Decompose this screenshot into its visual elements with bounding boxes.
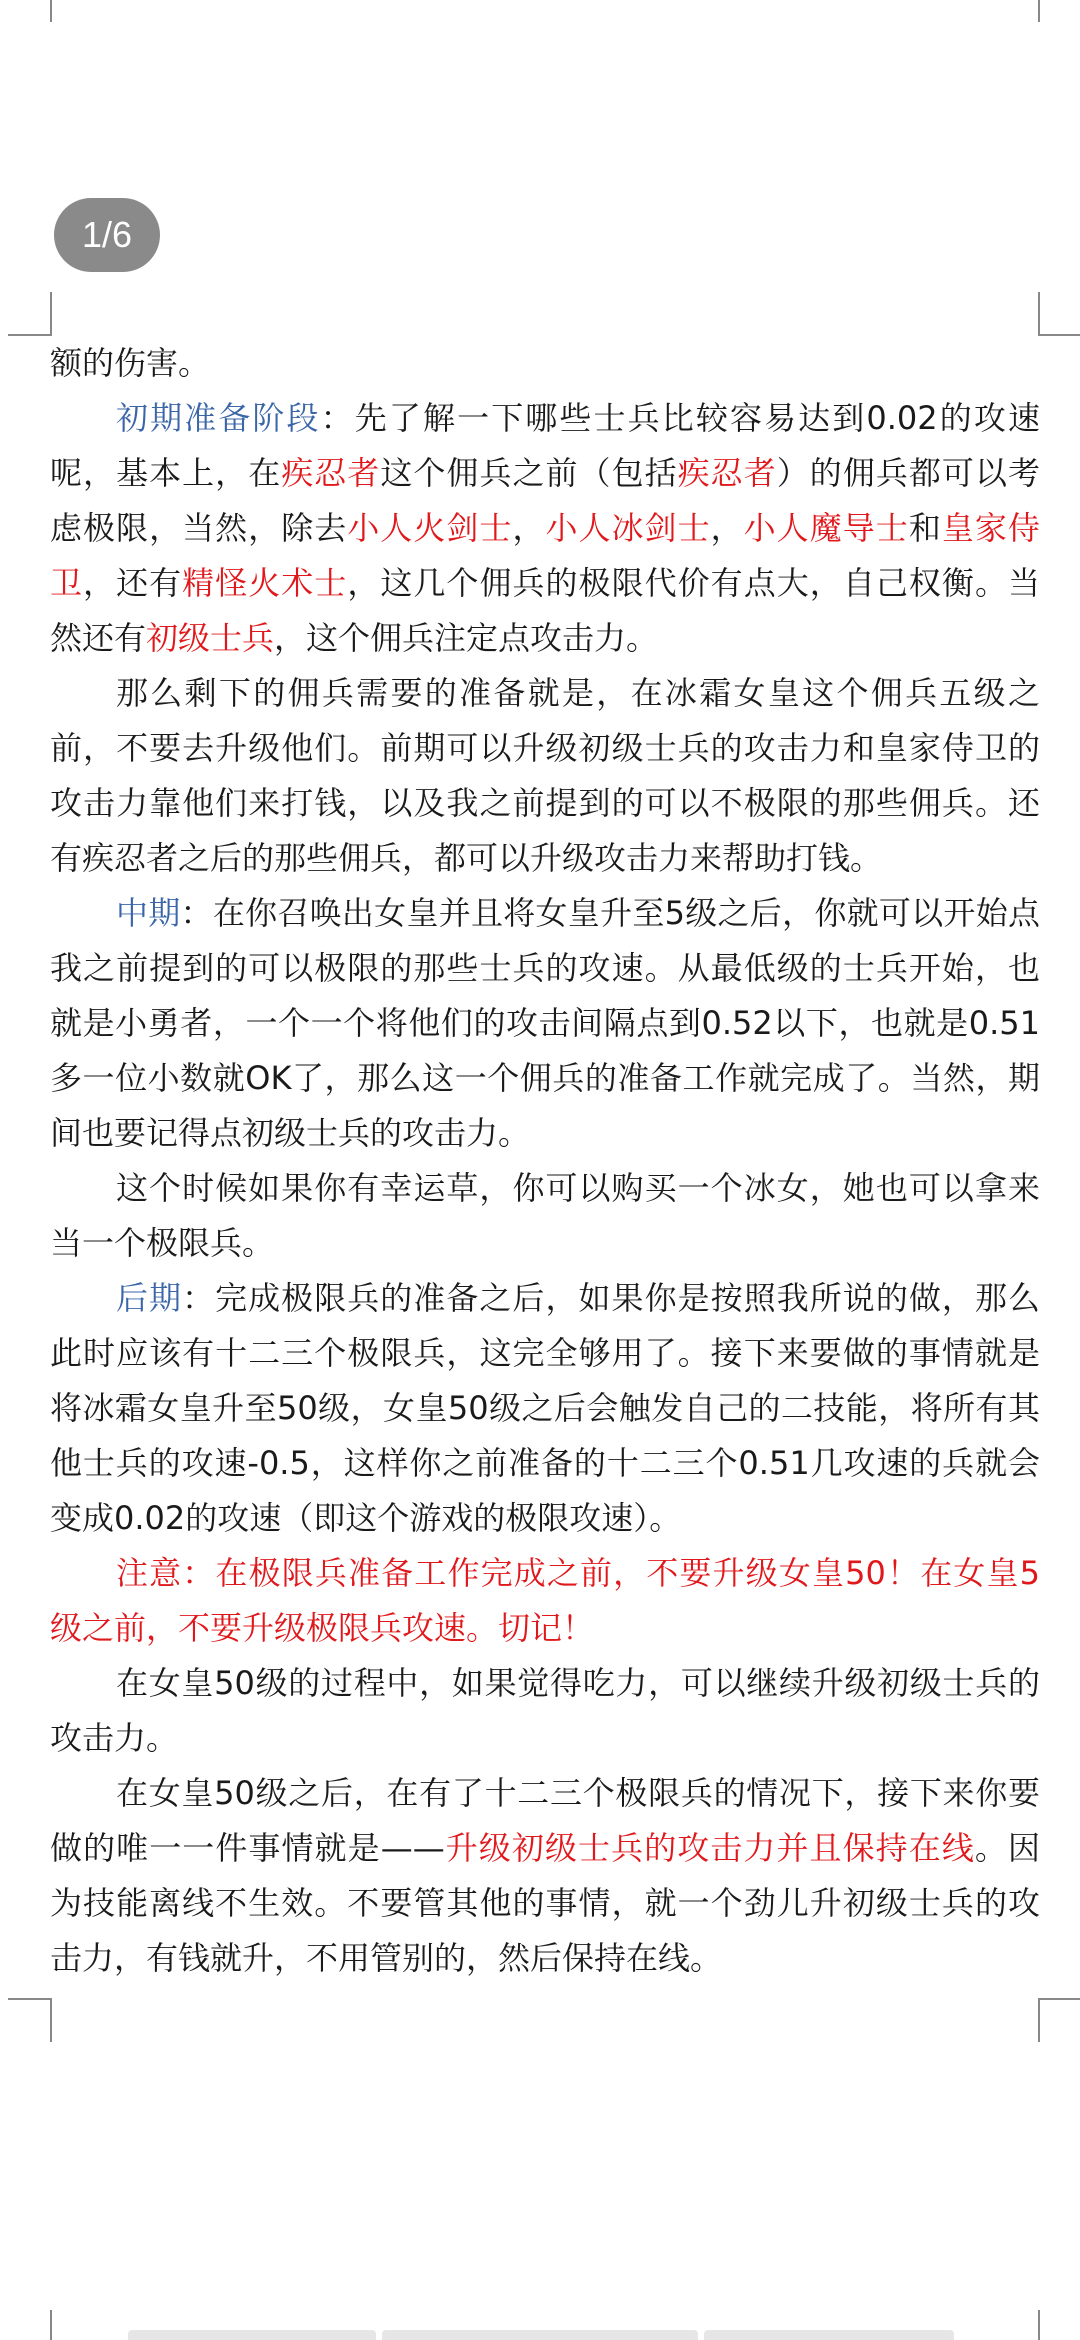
body-text: ：先了解一下哪些士兵比较容易达到0.02的攻速呢，基本上，在 — [50, 399, 1040, 492]
highlighted-text: 升级初级士兵的攻击力并且保持在线 — [444, 1829, 975, 1867]
crop-mark — [50, 1998, 52, 2042]
body-text: ）的佣兵都可以考虑极限，当然，除去 — [50, 454, 1040, 547]
paragraph — [50, 1161, 1040, 1271]
section-heading: 后期 — [116, 1279, 183, 1317]
document-body — [50, 336, 1040, 1986]
highlighted-text: 初级士兵 — [146, 619, 275, 657]
highlighted-text: 注意：在极限兵准备工作完成之前，不要升级女皇50！在女皇5级之前，不要升级极限兵攻速。切记！ — [50, 1554, 1040, 1647]
paragraph — [50, 391, 1040, 666]
crop-mark — [8, 334, 52, 336]
highlighted-text: 皇家侍卫 — [50, 509, 1040, 602]
body-text: ：完成极限兵的准备之后，如果你是按照我所说的做，那么此时应该有十二三个极限兵，这完全够用了。接下来要做的事情就是将冰霜女皇升至50级，女皇50级之后会触发自己的二技能，将所有其他士兵的攻速-0.5，这样你之前准备的十二三个0.51几攻速的兵就会变成0.02的攻速（即这个游戏的极限攻速）。 — [50, 1279, 1040, 1537]
paragraph — [50, 886, 1040, 1161]
body-text: ：在你召唤出女皇并且将女皇升至5级之后，你就可以开始点我之前提到的可以极限的那些士兵的攻速。从最低级的士兵开始，也就是小勇者，一个一个将他们的攻击间隔点到0.52以下，也就是0.51多一位小数就OK了，那么这一个佣兵的准备工作就完成了。当然，期间也要记得点初级士兵的攻击力。 — [50, 894, 1040, 1152]
body-text: 这个佣兵之前（包括 — [380, 454, 678, 492]
crop-mark — [1038, 1998, 1040, 2042]
paragraph — [50, 1271, 1040, 1546]
body-text: 在女皇50级之后，在有了十二三个极限兵的情况下，接下来你要做的唯一一件事情就是—— — [50, 1774, 1040, 1867]
crop-mark — [50, 0, 52, 22]
body-text: 这个时候如果你有幸运草，你可以购买一个冰女，她也可以拿来当一个极限兵。 — [50, 1169, 1040, 1262]
paragraph — [50, 1766, 1040, 1986]
crop-mark — [1038, 292, 1040, 336]
toolbar-tab[interactable] — [382, 2330, 698, 2340]
toolbar-tab[interactable] — [704, 2330, 954, 2340]
section-heading: 初期准备阶段 — [116, 399, 321, 437]
body-text: ， — [512, 509, 546, 547]
crop-mark — [1038, 0, 1040, 22]
paragraph — [50, 336, 1040, 391]
paragraph — [50, 1656, 1040, 1766]
highlighted-text: 小人魔导士 — [743, 509, 909, 547]
page-indicator[interactable]: 1/6 — [54, 198, 160, 272]
highlighted-text: 疾忍者 — [281, 454, 381, 492]
body-text: 和 — [908, 509, 942, 547]
body-text: 额的伤害。 — [50, 344, 211, 382]
paragraph — [50, 1546, 1040, 1656]
crop-mark — [50, 292, 52, 336]
highlighted-text: 精怪火术士 — [182, 564, 348, 602]
crop-mark — [8, 1998, 52, 2000]
toolbar-tab[interactable] — [128, 2330, 376, 2340]
body-text: ，还有 — [83, 564, 183, 602]
highlighted-text: 疾忍者 — [677, 454, 777, 492]
body-text: ， — [710, 509, 744, 547]
section-heading: 中期 — [116, 894, 181, 932]
crop-mark — [1038, 1998, 1080, 2000]
crop-mark — [1038, 334, 1080, 336]
crop-mark — [1038, 2310, 1040, 2340]
paragraph — [50, 666, 1040, 886]
body-text: ，这个佣兵注定点攻击力。 — [274, 619, 659, 657]
body-text: 。因为技能离线不生效。不要管其他的事情，就一个劲儿升初级士兵的攻击力，有钱就升，不用管别的，然后保持在线。 — [50, 1829, 1040, 1977]
body-text: 在女皇50级的过程中，如果觉得吃力，可以继续升级初级士兵的攻击力。 — [50, 1664, 1040, 1757]
crop-mark — [50, 2310, 52, 2340]
highlighted-text: 小人冰剑士 — [545, 509, 711, 547]
body-text: ，这几个佣兵的极限代价有点大，自己权衡。当然还有 — [50, 564, 1040, 657]
body-text: 那么剩下的佣兵需要的准备就是，在冰霜女皇这个佣兵五级之前，不要去升级他们。前期可以升级初级士兵的攻击力和皇家侍卫的攻击力靠他们来打钱，以及我之前提到的可以不极限的那些佣兵。还有疾忍者之后的那些佣兵，都可以升级攻击力来帮助打钱。 — [50, 674, 1040, 877]
highlighted-text: 小人火剑士 — [347, 509, 513, 547]
